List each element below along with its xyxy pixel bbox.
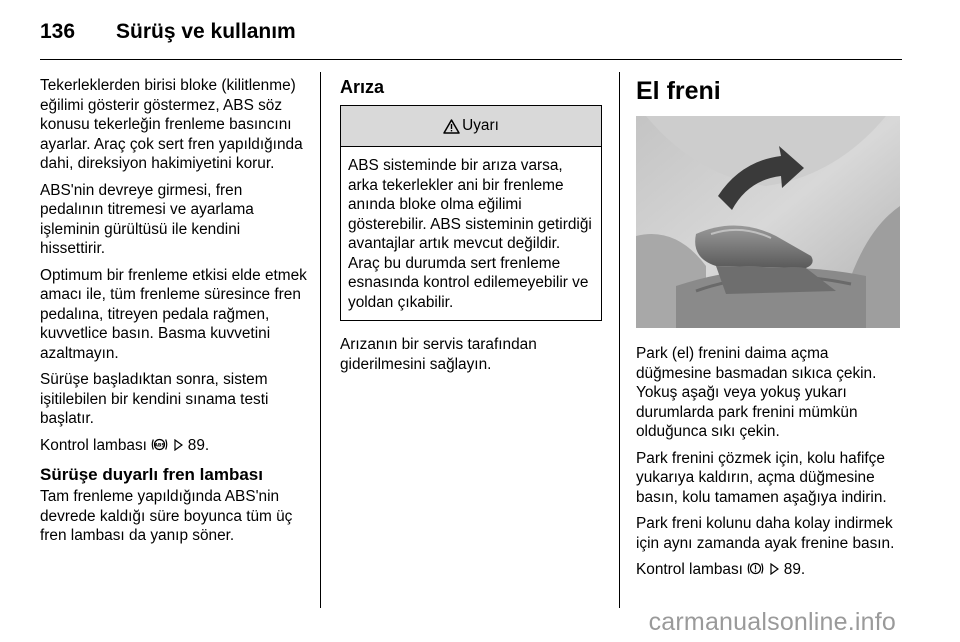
control-lamp-page-ref[interactable]: 89. <box>187 436 210 454</box>
header-rule <box>40 59 902 60</box>
warning-header <box>341 106 601 147</box>
page-header <box>40 20 296 44</box>
warning-text: ABS sisteminde bir arıza varsa, arka tekerlekler ani bir frenleme anında bloke olma eğilimi gösterebilir. ABS sisteminin getirdiği avantajlar artık mevcut değildir. Araç bu durumda sert frenleme esnasında kontrol edilemeyebilir ve yoldan çıkabilir. <box>348 157 592 311</box>
warning-title: Uyarı <box>462 117 499 135</box>
abs-paragraph-3: Optimum bir frenleme etkisi elde etmek amacı ile, tüm frenleme süresince fren pedalına, titreyen pedala rağmen, kuvvetlice basın. Basma kuvvetini azaltmayın. <box>40 266 307 362</box>
abs-warning-lamp-icon <box>151 437 168 458</box>
watermark: carmanualsonline.info <box>648 608 896 636</box>
parking-brake-paragraph-1: Park (el) frenini daima açma düğmesine basmadan sıkıca çekin. Yokuş aşağı veya yokuş yukarı durumlarda park frenini mümkün olduğunca sıkı çekin. <box>636 345 877 440</box>
warning-triangle-icon <box>443 119 460 134</box>
svg-text:ABS: ABS <box>154 442 165 448</box>
parking-brake-paragraph-2: Park frenini çözmek için, kolu hafifçe yukarıya kaldırın, açma düğmesine basın, kolu tamamen aşağıya indirin. <box>636 449 887 506</box>
control-lamp-label: Kontrol lambası <box>40 436 147 454</box>
page-reference-icon <box>174 437 183 457</box>
warning-box <box>340 105 602 321</box>
page-number: 136 <box>40 20 76 43</box>
column-divider-right <box>619 72 620 608</box>
parking-brake-heading: El freni <box>636 77 721 105</box>
fault-paragraph: Arızanın bir servis tarafından giderilmesini sağlayın. <box>340 336 537 373</box>
parking-brake-illustration <box>636 116 900 328</box>
abs-paragraph-2: ABS'nin devreye girmesi, fren pedalının titremesi ve ayarlama işleminin gürültüsü ile kendini hissettirir. <box>40 181 254 257</box>
control-lamp-page-ref[interactable]: 89. <box>783 561 806 578</box>
parking-brake-paragraph-3: Park freni kolunu daha kolay indirmek için aynı zamanda ayak frenine basın. <box>636 515 895 552</box>
column-fault <box>340 76 602 381</box>
brake-lamp-paragraph: Tam frenleme yapıldığında ABS'nin devrede kaldığı süre boyunca tüm üç fren lambası da yanıp söner. <box>40 488 293 544</box>
section-title: Sürüş ve kullanım <box>116 20 296 43</box>
abs-paragraph-4: Sürüşe başladıktan sonra, sistem işitilebilen bir kendini sınama testi başlatır. <box>40 371 269 427</box>
fault-heading: Arıza <box>340 77 385 97</box>
abs-control-lamp-ref <box>40 436 308 458</box>
column-parking-brake <box>636 76 902 589</box>
abs-paragraph-1: Tekerleklerden birisi bloke (kilitlenme) eğilimi gösterir göstermez, ABS söz konusu tekerleğin frenleme basıncını ayarlar. Araç çok sert fren yapıldığında dahi, direksiyon hakimiyetini korur. <box>40 77 303 172</box>
parking-brake-control-lamp-ref <box>636 560 902 582</box>
control-lamp-label: Kontrol lambası <box>636 561 743 578</box>
brake-warning-lamp-icon <box>747 561 764 582</box>
brake-lamp-heading: Sürüşe duyarlı fren lambası <box>40 465 263 484</box>
page-reference-icon <box>770 561 779 581</box>
column-divider-left <box>320 72 321 608</box>
column-abs <box>40 76 308 553</box>
